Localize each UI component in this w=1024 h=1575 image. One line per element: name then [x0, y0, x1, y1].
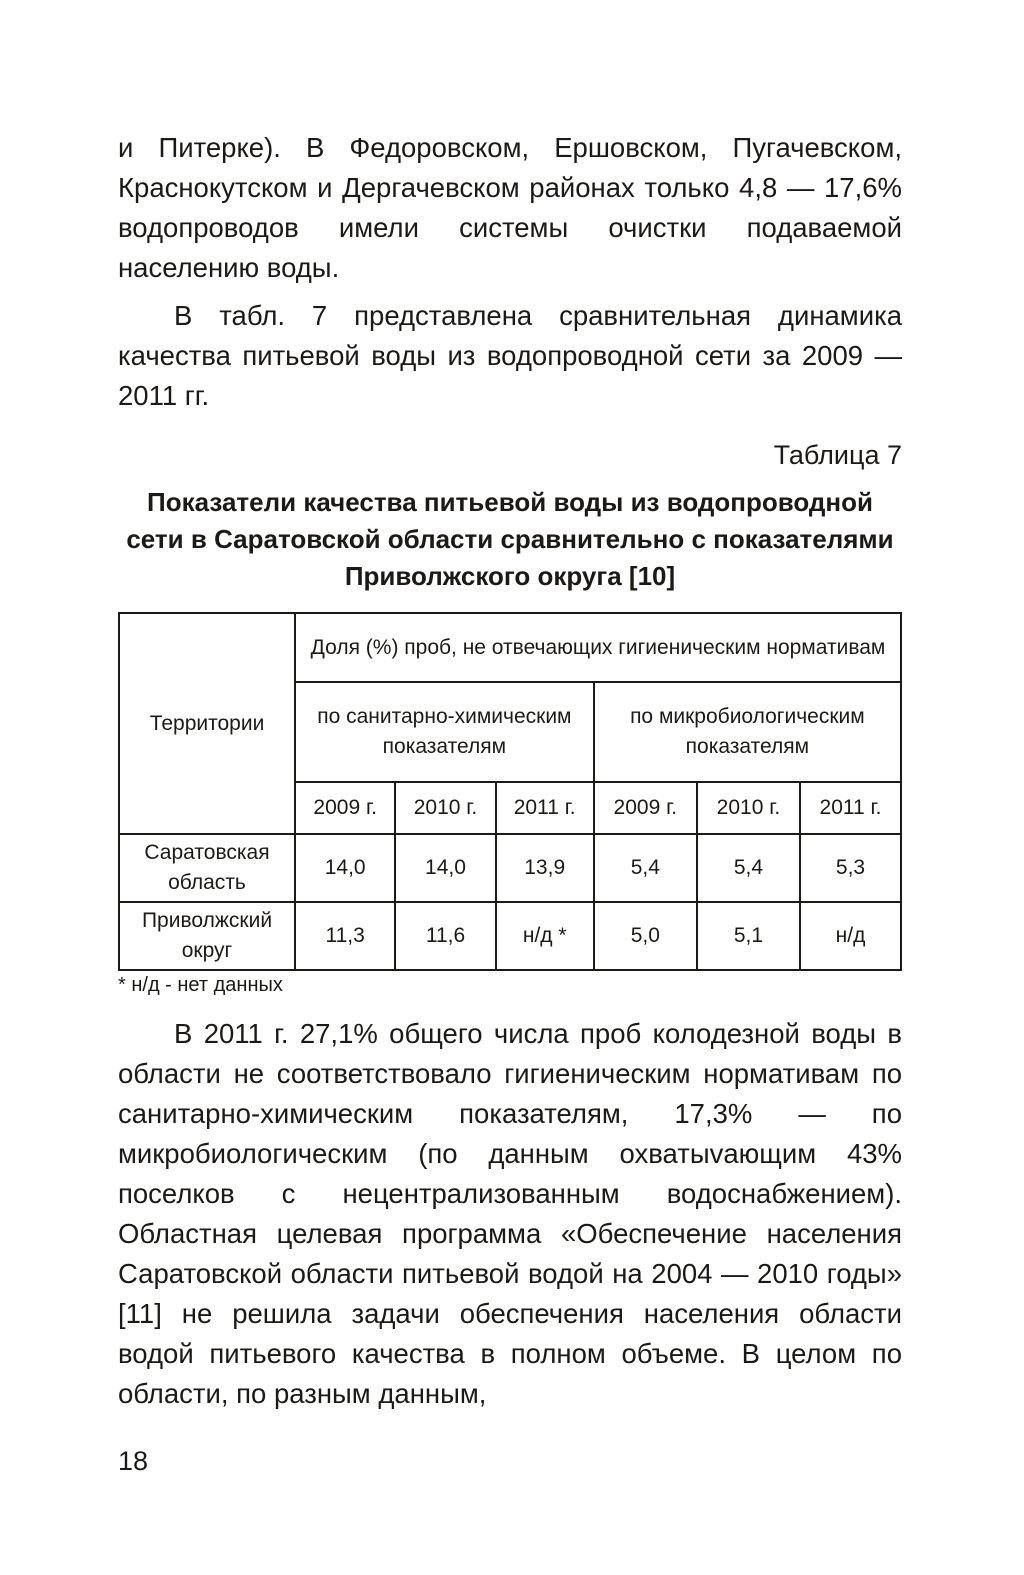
value-cell: 13,9	[496, 834, 594, 902]
header-year: 2011 г.	[496, 782, 594, 834]
value-cell: 14,0	[395, 834, 495, 902]
paragraph-intro: и Питерке). В Федоровском, Ершовском, Пугачевском, Краснокутском и Дергачевском районах только 4,8 — 17,6% водопроводов имели системы очистки подаваемой населению воды.	[118, 132, 902, 283]
value-cell: н/д *	[496, 902, 594, 970]
value-cell: н/д	[800, 902, 901, 970]
header-share: Доля (%) проб, не отвечающих гигиеническим нормативам	[295, 613, 901, 682]
paragraph-table-reference: В табл. 7 представлена сравнительная динамика качества питьевой воды из водопроводной сети за 2009 — 2011 гг.	[118, 300, 902, 411]
water-quality-table	[118, 612, 902, 971]
header-year: 2009 г.	[295, 782, 395, 834]
table-label: Таблица 7	[773, 440, 902, 470]
header-year: 2011 г.	[800, 782, 901, 834]
table-row	[119, 902, 901, 970]
table-header-row	[119, 613, 901, 682]
paragraph-well-water: В 2011 г. 27,1% общего числа проб колодезной воды в области не соответствовало гигиеническим нормативам по санитарно-химическим показателям, 17,3% — по микробиологическим (по данным охватыvающим 43% поселков с нецентрализованным водоснабжением). Областная целевая программа «Обеспечение населения Саратовской области питьевой водой на 2004 — 2010 годы» [11] не решила задачи обеспечения населения области водой питьевого качества в полном объеме. В целом по области, по разным данным,	[118, 1018, 902, 1409]
document-page	[118, 128, 902, 1414]
territory-cell: Приволжский округ	[119, 902, 295, 970]
value-cell: 5,4	[594, 834, 697, 902]
value-cell: 11,3	[295, 902, 395, 970]
territory-cell: Саратовская область	[119, 834, 295, 902]
header-year: 2010 г.	[697, 782, 800, 834]
table-title: Показатели качества питьевой воды из водопроводной сети в Саратовской области сравнительно с показателями Приволжского округа [10]	[126, 487, 894, 591]
value-cell: 5,0	[594, 902, 697, 970]
page-number: 18	[118, 1446, 149, 1476]
header-chemical: по санитарно-химическим показателям	[295, 682, 594, 782]
value-cell: 11,6	[395, 902, 495, 970]
table-row	[119, 834, 901, 902]
table-footnote: * н/д - нет данных	[118, 974, 283, 996]
header-year: 2010 г.	[395, 782, 495, 834]
header-microbiological: по микробиологическим показателям	[594, 682, 901, 782]
value-cell: 5,1	[697, 902, 800, 970]
header-year: 2009 г.	[594, 782, 697, 834]
value-cell: 5,3	[800, 834, 901, 902]
value-cell: 5,4	[697, 834, 800, 902]
header-territory: Территории	[119, 613, 295, 834]
value-cell: 14,0	[295, 834, 395, 902]
